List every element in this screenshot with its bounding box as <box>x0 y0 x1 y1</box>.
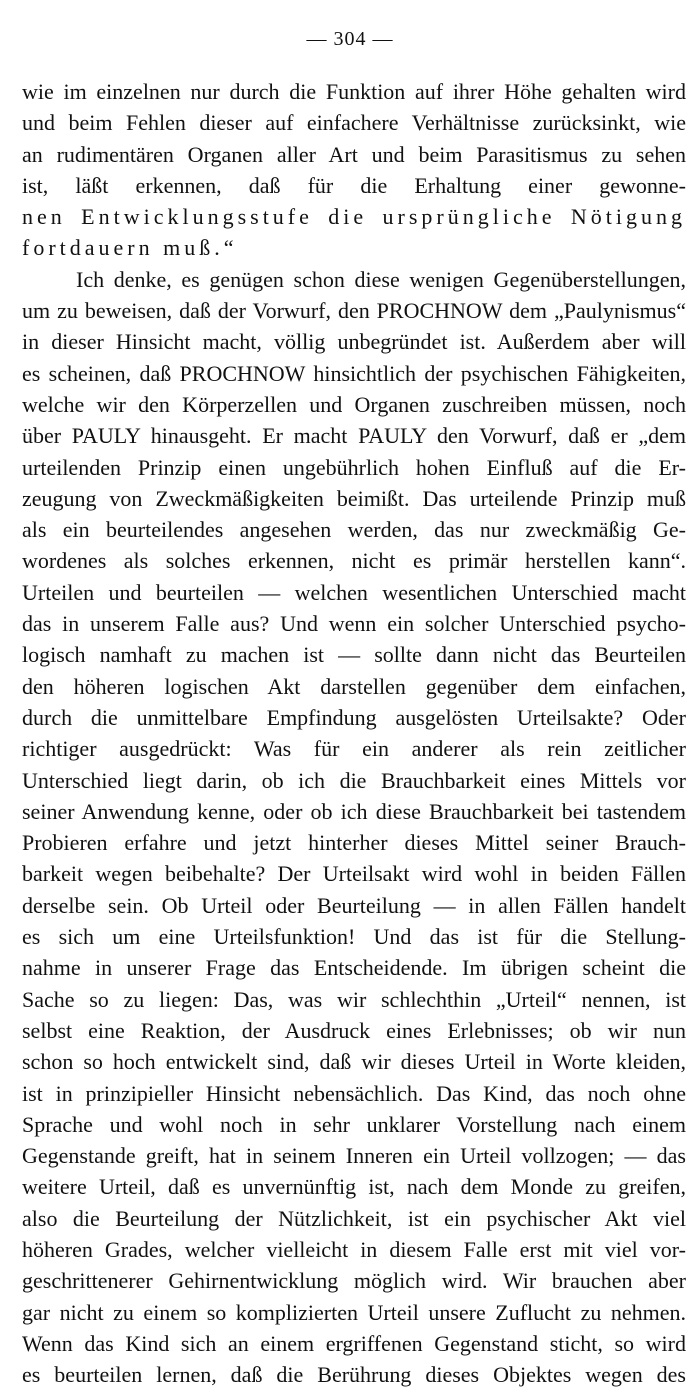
text-line: das in unserem Falle aus? Und wenn ein solcher Unterschied psycho- <box>22 611 686 637</box>
text-line: durch die unmittelbare Empfindung ausgelösten Urteilsakte? Oder <box>22 704 686 730</box>
text-line: derselbe sein. Ob Urteil oder Beurteilung — in allen Fällen handelt <box>22 892 686 918</box>
text-line: welche wir den Körperzellen und Organen zuschreiben müssen, noch <box>22 391 686 417</box>
body-text <box>22 76 686 1390</box>
text-line: ist in prinzipieller Hinsicht nebensächlich. Das Kind, das noch ohne <box>22 1080 686 1106</box>
text-line: höheren Grades, welcher vielleicht in diesem Falle erst mit viel vor- <box>22 1236 686 1262</box>
text-line: und beim Fehlen dieser auf einfachere Verhältnisse zurücksinkt, wie <box>22 110 686 136</box>
text-line: logisch namhaft zu machen ist — sollte dann nicht das Beurteilen <box>22 642 686 668</box>
text-line: gar nicht zu einem so komplizierten Urteil unsere Zuflucht zu nehmen. <box>22 1299 686 1325</box>
text-line: wie im einzelnen nur durch die Funktion auf ihrer Höhe gehalten wird <box>22 79 686 104</box>
text-line: selbst eine Reaktion, der Ausdruck eines Erlebnisses; ob wir nun <box>22 1017 686 1043</box>
text-line: barkeit wegen beibehalte? Der Urteilsakt wird wohl in beiden Fällen <box>22 861 686 887</box>
text-line: es beurteilen lernen, daß die Berührung dieses Objektes wegen des <box>22 1362 686 1388</box>
text-line: fortdauern muß.“ <box>22 235 238 261</box>
text-line: also die Beurteilung der Nützlichkeit, ist ein psychischer Akt viel <box>22 1205 686 1231</box>
text-line: in dieser Hinsicht macht, völlig unbegründet ist. Außerdem aber will <box>22 329 686 355</box>
text-line: es sich um eine Urteilsfunktion! Und das ist für die Stellung- <box>22 924 686 950</box>
text-line: nen Entwicklungsstufe die ursprüngliche Nötigung <box>22 204 686 230</box>
text-line: es scheinen, daß PROCHNOW hinsichtlich der psychischen Fähigkeiten, <box>22 360 686 386</box>
paragraph-start-line: Ich denke, es genügen schon diese wenigen Gegenüberstellungen, <box>76 266 686 292</box>
text-line: geschrittenerer Gehirnentwicklung möglich wird. Wir brauchen aber <box>22 1268 686 1294</box>
text-line: den höheren logischen Akt darstellen gegenüber dem einfachen, <box>22 673 686 699</box>
text-line: Gegenstande greift, hat in seinem Inneren ein Urteil vollzogen; — das <box>22 1143 686 1169</box>
text-line: über PAULY hinausgeht. Er macht PAULY den Vorwurf, daß er „dem <box>22 423 686 449</box>
text-line: an rudimentären Organen aller Art und beim Parasitismus zu sehen <box>22 141 686 167</box>
text-line: als ein beurteilendes angesehen werden, das nur zweckmäßig Ge- <box>22 517 686 543</box>
text-line: wordenes als solches erkennen, nicht es primär herstellen kann“. <box>22 548 686 574</box>
text-line: urteilenden Prinzip einen ungebührlich hohen Einfluß auf die Er- <box>22 454 686 480</box>
text-line: seiner Anwendung kenne, oder ob ich diese Brauchbarkeit bei tastendem <box>22 798 686 824</box>
text-line: Probieren erfahre und jetzt hinterher dieses Mittel seiner Brauch- <box>22 830 686 856</box>
text-line: Urteilen und beurteilen — welchen wesentlichen Unterschied macht <box>22 579 686 605</box>
text-line: Wenn das Kind sich an einem ergriffenen Gegenstand sticht, so wird <box>22 1330 686 1356</box>
text-line: Sprache und wohl noch in sehr unklarer Vorstellung nach einem <box>22 1111 686 1137</box>
text-line: Sache so zu liegen: Das, was wir schlechthin „Urteil“ nennen, ist <box>22 986 686 1012</box>
text-line: richtiger ausgedrückt: Was für ein anderer als rein zeitlicher <box>22 736 686 762</box>
text-line: um zu beweisen, daß der Vorwurf, den PROCHNOW dem „Paulynismus“ <box>22 298 686 324</box>
text-line: nahme in unserer Frage das Entscheidende. Im übrigen scheint die <box>22 955 686 981</box>
page-number: — 304 — <box>306 28 394 50</box>
text-line: schon so hoch entwickelt sind, daß wir dieses Urteil in Worte kleiden, <box>22 1049 686 1075</box>
text-line: ist, läßt erkennen, daß für die Erhaltung einer gewonne- <box>22 172 686 198</box>
text-line: weitere Urteil, daß es unvernünftig ist, nach dem Monde zu greifen, <box>22 1174 686 1200</box>
text-line: Unterschied liegt darin, ob ich die Brauchbarkeit eines Mittels vor <box>22 767 686 793</box>
text-line: zeugung von Zweckmäßigkeiten beimißt. Das urteilende Prinzip muß <box>22 485 686 511</box>
